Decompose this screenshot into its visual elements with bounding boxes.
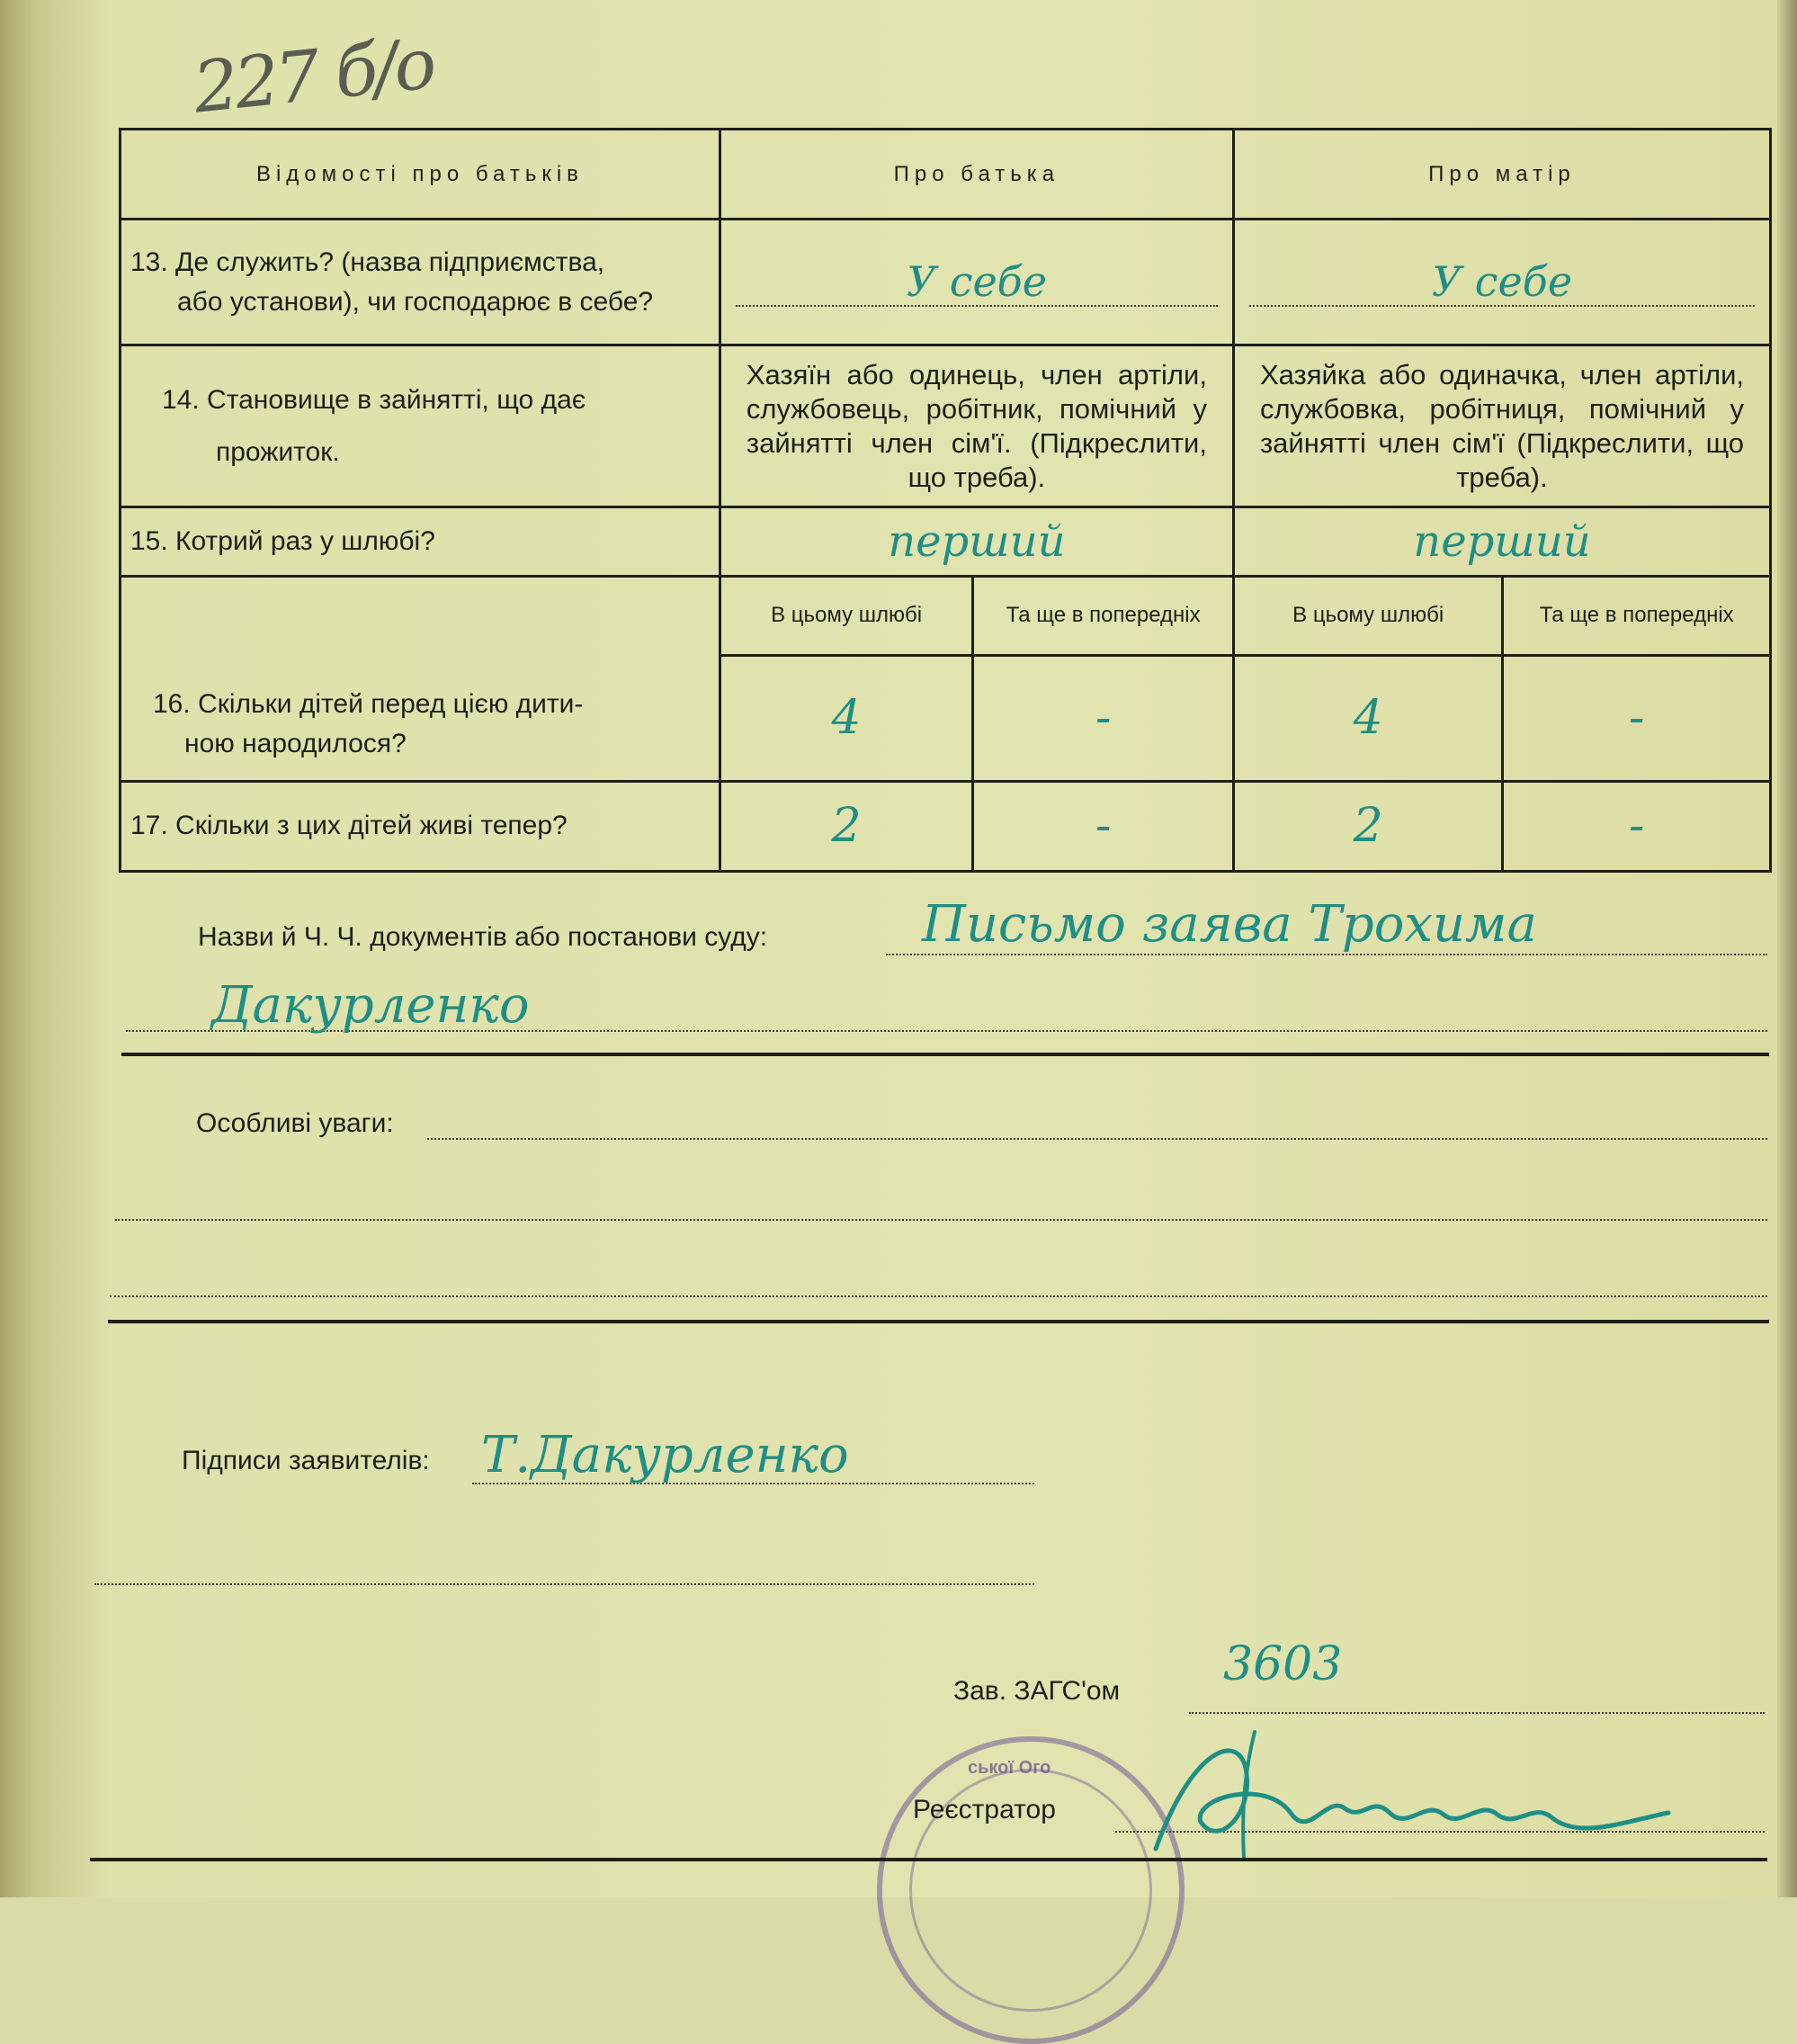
documents-value-line1: Письмо заява Трохима	[922, 895, 1537, 954]
remarks-dotted-line-1	[427, 1138, 1767, 1140]
q16-father-previous: -	[973, 655, 1234, 781]
row-q13	[121, 220, 1771, 345]
q14-label	[121, 345, 720, 507]
q16-label-line1: 16. Скільки дітей перед цією дити-	[153, 688, 584, 719]
page-edge	[1777, 0, 1797, 1897]
documents-label: Назви й Ч. Ч. документів або постанови суду:	[198, 922, 768, 952]
signatures-dotted-line-2	[94, 1583, 1034, 1585]
q17-label: 17. Скільки з цих дітей живі тепер?	[121, 781, 720, 871]
q15-father-answer: перший	[720, 507, 1233, 576]
subheader-father-this: В цьому шлюбі	[720, 576, 972, 655]
section-divider-2	[108, 1320, 1769, 1323]
q17-father-previous: -	[973, 781, 1234, 871]
table-header-row	[121, 130, 1771, 220]
row-subheaders	[121, 576, 1771, 655]
remarks-dotted-line-2	[115, 1219, 1767, 1221]
q16-label	[121, 576, 720, 781]
q15-label: 15. Котрий раз у шлюбі?	[121, 507, 720, 576]
q17-father-this: 2	[720, 781, 972, 871]
registrar-label: Реєстратор	[913, 1795, 1056, 1824]
row-q14	[121, 345, 1771, 507]
stamp-text: ської Ого	[968, 1758, 1051, 1778]
archive-number: 227 б/о	[190, 23, 437, 130]
registrar-signature	[1138, 1714, 1677, 1876]
subheader-father-previous: Та ще в попередніх	[973, 576, 1234, 655]
signatures-value: Т.Дакурленко	[481, 1426, 849, 1484]
q16-label-line2: ною народилося?	[184, 728, 407, 758]
header-mother: Про матір	[1233, 130, 1770, 220]
zags-head-label: Зав. ЗАГС'ом	[953, 1676, 1121, 1706]
header-father: Про батька	[720, 130, 1233, 220]
header-parents-info: Відомості про батьків	[121, 130, 720, 220]
remarks-dotted-line-3	[110, 1295, 1767, 1297]
q15-mother-answer: перший	[1233, 507, 1770, 576]
subheader-mother-previous: Та ще в попередніх	[1503, 576, 1771, 655]
q13-mother-cell	[1233, 220, 1770, 345]
subheader-mother-this: В цьому шлюбі	[1233, 576, 1502, 655]
bottom-rule	[90, 1858, 1767, 1861]
q16-father-this: 4	[720, 655, 972, 781]
q13-mother-answer: У себе	[1249, 258, 1755, 307]
row-q15	[121, 507, 1771, 576]
q14-father-options: Хазяїн або одинець, член артіли, службовець, робітник, помічний у зайнятті член сім'ї. (Підкреслити, що треба).	[720, 345, 1233, 507]
q17-mother-this: 2	[1233, 781, 1502, 871]
q16-mother-this: 4	[1233, 655, 1502, 781]
q14-mother-options: Хазяйка або одиначка, член артіли, службовка, робітниця, помічний у зайнятті член сім'ї (Підкреслити, що треба).	[1233, 345, 1770, 507]
q13-label-line1: 13. Де служить? (назва підприємства,	[130, 247, 605, 277]
section-divider-1	[121, 1053, 1769, 1056]
remarks-label: Особливі уваги:	[196, 1108, 394, 1138]
zags-head-note: 3603	[1223, 1637, 1343, 1691]
q13-father-cell	[720, 220, 1233, 345]
q14-label-line1: 14. Становище в зайнятті, що дає	[162, 384, 586, 415]
q17-mother-previous: -	[1503, 781, 1771, 871]
q13-label-line2: або установи), чи господарює в себе?	[177, 286, 654, 317]
parents-info-table	[119, 128, 1772, 873]
q14-label-line2: прожиток.	[216, 436, 340, 467]
signatures-label: Підписи заявителів:	[182, 1446, 430, 1475]
documents-value-line2: Дакурленко	[211, 976, 530, 1035]
row-q17	[121, 781, 1771, 871]
documents-dotted-line-1	[886, 954, 1767, 955]
q16-mother-previous: -	[1503, 655, 1771, 781]
q13-father-answer: У себе	[736, 258, 1218, 307]
q13-label	[121, 220, 720, 345]
